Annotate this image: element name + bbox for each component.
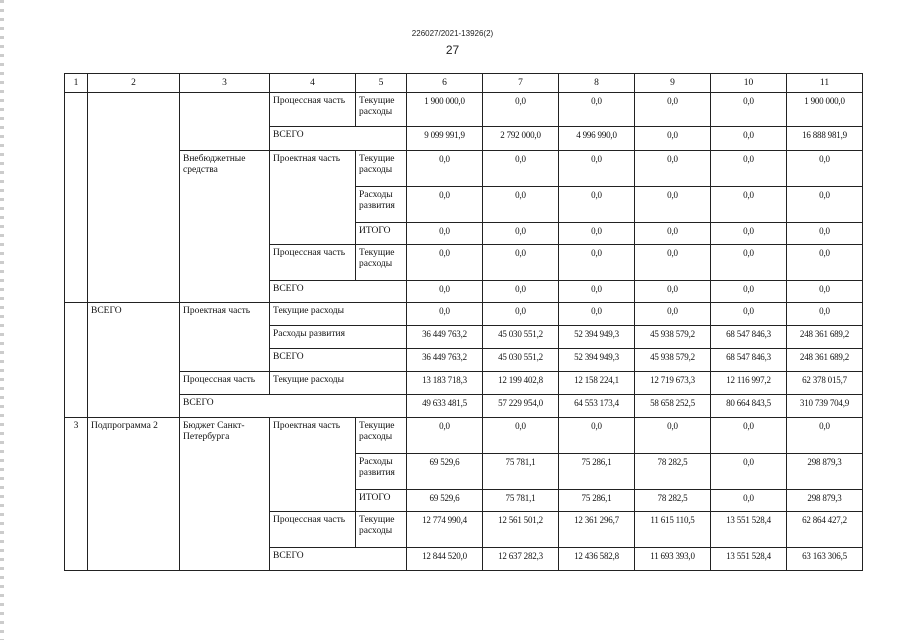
value-cell: 52 394 949,3 — [559, 326, 635, 349]
value-cell: 12 844 520,0 — [407, 548, 483, 571]
value-cell: 0,0 — [483, 245, 559, 281]
row-label: Текущие расходы — [356, 418, 407, 454]
value-cell: 9 099 991,9 — [407, 127, 483, 151]
table-row — [65, 303, 863, 326]
value-cell: 0,0 — [711, 93, 787, 127]
value-cell: 45 938 579,2 — [635, 349, 711, 372]
value-cell: 0,0 — [635, 303, 711, 326]
section-total-label: ВСЕГО — [88, 303, 180, 418]
value-cell: 75 781,1 — [483, 454, 559, 490]
row-label: Проектная часть — [270, 418, 356, 512]
value-cell: 12 637 282,3 — [483, 548, 559, 571]
value-cell: 69 529,6 — [407, 454, 483, 490]
row-label: ВСЕГО — [270, 349, 407, 372]
cell-empty — [88, 93, 180, 303]
value-cell: 0,0 — [711, 418, 787, 454]
value-cell: 12 561 501,2 — [483, 512, 559, 548]
scan-edge-marks — [0, 0, 4, 640]
row-label: Проектная часть — [270, 151, 356, 245]
value-cell: 0,0 — [483, 151, 559, 187]
value-cell: 0,0 — [787, 281, 863, 303]
value-cell: 69 529,6 — [407, 490, 483, 512]
cell-empty — [180, 93, 270, 151]
row-label: Расходы развития — [356, 454, 407, 490]
row-label: ВСЕГО — [270, 127, 407, 151]
budget-table — [64, 73, 863, 571]
value-cell: 0,0 — [407, 245, 483, 281]
value-cell: 0,0 — [559, 187, 635, 223]
row-label: Текущие расходы — [356, 512, 407, 548]
value-cell: 298 879,3 — [787, 454, 863, 490]
value-cell: 64 553 173,4 — [559, 395, 635, 418]
value-cell: 310 739 704,9 — [787, 395, 863, 418]
col-header: 3 — [180, 74, 270, 93]
col-header: 1 — [65, 74, 88, 93]
value-cell: 0,0 — [711, 223, 787, 245]
value-cell: 0,0 — [407, 187, 483, 223]
funding-source: Бюджет Санкт-Петербурга — [180, 418, 270, 571]
value-cell: 75 286,1 — [559, 454, 635, 490]
value-cell: 12 774 990,4 — [407, 512, 483, 548]
row-label: Расходы развития — [356, 187, 407, 223]
row-label: ВСЕГО — [270, 548, 407, 571]
value-cell: 68 547 846,3 — [711, 326, 787, 349]
value-cell: 78 282,5 — [635, 454, 711, 490]
value-cell: 13 551 528,4 — [711, 512, 787, 548]
value-cell: 0,0 — [711, 245, 787, 281]
value-cell: 0,0 — [559, 151, 635, 187]
table-row — [65, 395, 863, 418]
value-cell: 0,0 — [711, 127, 787, 151]
value-cell: 75 781,1 — [483, 490, 559, 512]
value-cell: 0,0 — [711, 187, 787, 223]
value-cell: 0,0 — [483, 93, 559, 127]
cell-empty — [65, 93, 88, 303]
row-label: Текущие расходы — [270, 372, 407, 395]
value-cell: 4 996 990,0 — [559, 127, 635, 151]
value-cell: 248 361 689,2 — [787, 349, 863, 372]
row-label: Расходы развития — [270, 326, 407, 349]
value-cell: 0,0 — [787, 187, 863, 223]
table-row — [65, 418, 863, 454]
subprogram-name: Подпрограмма 2 — [88, 418, 180, 571]
col-header: 6 — [407, 74, 483, 93]
value-cell: 49 633 481,5 — [407, 395, 483, 418]
value-cell: 62 864 427,2 — [787, 512, 863, 548]
value-cell: 36 449 763,2 — [407, 326, 483, 349]
value-cell: 0,0 — [635, 151, 711, 187]
value-cell: 0,0 — [407, 418, 483, 454]
value-cell: 248 361 689,2 — [787, 326, 863, 349]
table-row — [65, 93, 863, 127]
row-label: Процессная часть — [270, 512, 356, 548]
value-cell: 0,0 — [635, 187, 711, 223]
value-cell: 0,0 — [559, 418, 635, 454]
value-cell: 13 183 718,3 — [407, 372, 483, 395]
value-cell: 68 547 846,3 — [711, 349, 787, 372]
value-cell: 36 449 763,2 — [407, 349, 483, 372]
row-label: Проектная часть — [180, 303, 270, 372]
document-id: 226027/2021-13926(2) — [411, 29, 494, 38]
value-cell: 1 900 000,0 — [787, 93, 863, 127]
value-cell: 0,0 — [407, 303, 483, 326]
row-label: ИТОГО — [356, 490, 407, 512]
value-cell: 298 879,3 — [787, 490, 863, 512]
value-cell: 78 282,5 — [635, 490, 711, 512]
value-cell: 0,0 — [635, 281, 711, 303]
value-cell: 12 361 296,7 — [559, 512, 635, 548]
value-cell: 0,0 — [711, 303, 787, 326]
value-cell: 0,0 — [559, 281, 635, 303]
value-cell: 0,0 — [635, 245, 711, 281]
row-label: Текущие расходы — [356, 151, 407, 187]
row-label: Процессная часть — [270, 93, 356, 127]
value-cell: 0,0 — [635, 223, 711, 245]
value-cell: 11 693 393,0 — [635, 548, 711, 571]
table-row — [65, 372, 863, 395]
row-label: ВСЕГО — [180, 395, 407, 418]
value-cell: 0,0 — [407, 223, 483, 245]
value-cell: 12 158 224,1 — [559, 372, 635, 395]
value-cell: 0,0 — [711, 490, 787, 512]
value-cell: 0,0 — [483, 303, 559, 326]
value-cell: 0,0 — [635, 418, 711, 454]
row-label: Текущие расходы — [270, 303, 407, 326]
value-cell: 11 615 110,5 — [635, 512, 711, 548]
col-header: 4 — [270, 74, 356, 93]
value-cell: 0,0 — [787, 418, 863, 454]
row-label: Текущие расходы — [356, 93, 407, 127]
value-cell: 63 163 306,5 — [787, 548, 863, 571]
value-cell: 58 658 252,5 — [635, 395, 711, 418]
value-cell: 57 229 954,0 — [483, 395, 559, 418]
value-cell: 45 030 551,2 — [483, 349, 559, 372]
value-cell: 0,0 — [407, 151, 483, 187]
value-cell: 0,0 — [559, 93, 635, 127]
value-cell: 0,0 — [559, 223, 635, 245]
value-cell: 0,0 — [483, 418, 559, 454]
cell-empty — [65, 303, 88, 418]
value-cell: 0,0 — [635, 127, 711, 151]
col-header: 10 — [711, 74, 787, 93]
col-header: 11 — [787, 74, 863, 93]
row-number: 3 — [65, 418, 88, 571]
col-header: 8 — [559, 74, 635, 93]
value-cell: 12 199 402,8 — [483, 372, 559, 395]
value-cell: 0,0 — [559, 245, 635, 281]
value-cell: 45 030 551,2 — [483, 326, 559, 349]
value-cell: 0,0 — [711, 281, 787, 303]
table-header-row — [65, 74, 863, 93]
funding-source: Внебюджетные средства — [180, 151, 270, 303]
value-cell: 0,0 — [559, 303, 635, 326]
table-row — [65, 151, 863, 187]
value-cell: 12 116 997,2 — [711, 372, 787, 395]
col-header: 2 — [88, 74, 180, 93]
value-cell: 1 900 000,0 — [407, 93, 483, 127]
row-label: Текущие расходы — [356, 245, 407, 281]
value-cell: 0,0 — [711, 454, 787, 490]
value-cell: 0,0 — [407, 281, 483, 303]
value-cell: 13 551 528,4 — [711, 548, 787, 571]
value-cell: 62 378 015,7 — [787, 372, 863, 395]
row-label: Процессная часть — [180, 372, 270, 395]
value-cell: 0,0 — [711, 151, 787, 187]
value-cell: 16 888 981,9 — [787, 127, 863, 151]
page-number: 27 — [445, 43, 460, 57]
value-cell: 0,0 — [483, 223, 559, 245]
row-label: Процессная часть — [270, 245, 356, 281]
value-cell: 0,0 — [483, 187, 559, 223]
value-cell: 12 436 582,8 — [559, 548, 635, 571]
value-cell: 0,0 — [787, 223, 863, 245]
col-header: 5 — [356, 74, 407, 93]
value-cell: 45 938 579,2 — [635, 326, 711, 349]
value-cell: 0,0 — [787, 303, 863, 326]
value-cell: 80 664 843,5 — [711, 395, 787, 418]
value-cell: 75 286,1 — [559, 490, 635, 512]
value-cell: 52 394 949,3 — [559, 349, 635, 372]
value-cell: 0,0 — [787, 245, 863, 281]
value-cell: 0,0 — [483, 281, 559, 303]
row-label: ВСЕГО — [270, 281, 407, 303]
value-cell: 0,0 — [787, 151, 863, 187]
row-label: ИТОГО — [356, 223, 407, 245]
value-cell: 2 792 000,0 — [483, 127, 559, 151]
col-header: 7 — [483, 74, 559, 93]
value-cell: 12 719 673,3 — [635, 372, 711, 395]
col-header: 9 — [635, 74, 711, 93]
value-cell: 0,0 — [635, 93, 711, 127]
